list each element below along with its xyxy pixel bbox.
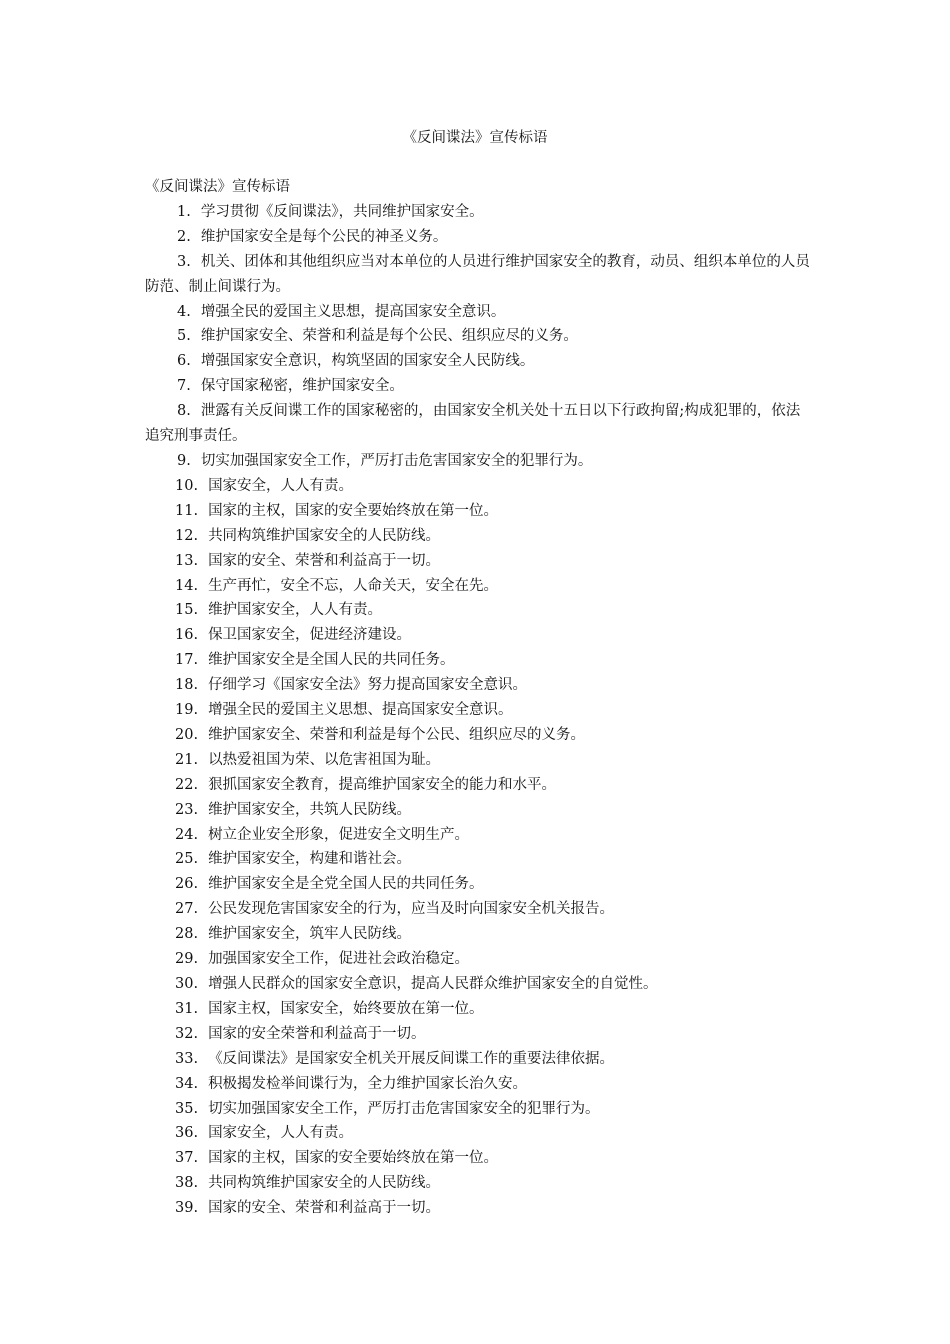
list-item-text: 维护国家安全，共筑人民防线。 [208, 801, 412, 818]
list-item [145, 1097, 810, 1122]
list-item [145, 972, 810, 997]
list-item-text: 维护国家安全是全党全国人民的共同任务。 [208, 876, 484, 893]
list-item-number: 12. [175, 527, 199, 544]
list-item-number: 35. [175, 1100, 199, 1117]
list-item-number: 25. [175, 851, 199, 868]
list-item [145, 225, 810, 250]
list-item [145, 1146, 810, 1171]
list-item-text: 增强全民的爱国主义思想，提高国家安全意识。 [200, 303, 506, 320]
list-item-text: 以热爱祖国为荣、以危害祖国为耻。 [208, 751, 441, 768]
list-item-text: 切实加强国家安全工作，严厉打击危害国家安全的犯罪行为。 [200, 452, 593, 469]
list-item-number: 11. [175, 502, 199, 519]
list-item-number: 18. [175, 677, 199, 694]
list-item [145, 250, 810, 300]
list-item-number: 16. [175, 627, 199, 644]
list-item-text: 国家的安全、荣誉和利益高于一切。 [208, 552, 441, 569]
slogan-list [145, 200, 810, 1221]
list-item-text: 公民发现危害国家安全的行为，应当及时向国家安全机关报告。 [208, 901, 615, 918]
list-item-text: 维护国家安全是每个公民的神圣义务。 [200, 228, 448, 245]
list-item [145, 698, 810, 723]
list-item [145, 673, 810, 698]
document-subtitle: 《反间谍法》宣传标语 [145, 179, 290, 195]
list-item-number: 10. [175, 477, 199, 494]
list-item-text: 狠抓国家安全教育，提高维护国家安全的能力和水平。 [208, 776, 557, 793]
list-item-text: 积极揭发检举间谍行为，全力维护国家长治久安。 [208, 1075, 528, 1092]
list-item-text: 学习贯彻《反间谍法》，共同维护国家安全。 [200, 203, 484, 220]
list-item-number: 17. [175, 652, 199, 669]
list-item-text: 共同构筑维护国家安全的人民防线。 [208, 1175, 441, 1192]
list-item [145, 648, 810, 673]
list-item-text: 国家的安全荣誉和利益高于一切。 [208, 1025, 426, 1042]
list-item-number: 7. [177, 378, 191, 395]
list-item-number: 31. [175, 1000, 199, 1017]
list-item-text: 维护国家安全，构建和谐社会。 [208, 851, 412, 868]
document-title: 《反间谍法》宣传标语 [402, 130, 548, 146]
list-item-text: 国家的主权，国家的安全要始终放在第一位。 [208, 1150, 499, 1167]
list-item [145, 1072, 810, 1097]
list-item [145, 748, 810, 773]
list-item-text: 维护国家安全，筑牢人民防线。 [208, 926, 412, 943]
list-item [145, 847, 810, 872]
list-item [145, 349, 810, 374]
list-item-text: 《反间谍法》是国家安全机关开展反间谍工作的重要法律依据。 [208, 1050, 615, 1067]
list-item-number: 20. [175, 726, 199, 743]
list-item [145, 1121, 810, 1146]
list-item-text: 保守国家秘密，维护国家安全。 [200, 378, 404, 395]
list-item-text: 国家主权，国家安全，始终要放在第一位。 [208, 1000, 484, 1017]
list-item-number: 6. [177, 353, 191, 370]
list-item-text: 维护国家安全、荣誉和利益是每个公民、组织应尽的义务。 [200, 328, 578, 345]
list-item-number: 3. [177, 253, 191, 270]
list-item-number: 4. [177, 303, 191, 320]
list-item-number: 27. [175, 901, 199, 918]
list-item [145, 549, 810, 574]
list-item-number: 13. [175, 552, 199, 569]
list-item [145, 1022, 810, 1047]
list-item-number: 14. [175, 577, 199, 594]
list-item-text: 增强人民群众的国家安全意识，提高人民群众维护国家安全的自觉性。 [208, 976, 658, 992]
list-item [145, 723, 810, 748]
list-item [145, 1196, 810, 1221]
list-item-number: 26. [175, 876, 199, 893]
list-item-number: 32. [175, 1025, 199, 1042]
list-item [145, 449, 810, 474]
list-item-number: 21. [175, 751, 199, 768]
list-item [145, 773, 810, 798]
list-item-number: 1. [177, 203, 191, 220]
list-item [145, 399, 810, 449]
list-item-text: 机关、团体和其他组织应当对本单位的人员进行维护国家安全的教育，动员、组织本单位的人员防范、制止间谍行为。 [145, 253, 810, 295]
list-item [145, 872, 810, 897]
list-item [145, 997, 810, 1022]
list-item [145, 499, 810, 524]
list-item [145, 922, 810, 947]
list-item [145, 574, 810, 599]
list-item-number: 24. [175, 826, 199, 843]
list-item [145, 623, 810, 648]
list-item [145, 524, 810, 549]
list-item-number: 15. [175, 602, 199, 619]
list-item [145, 1171, 810, 1196]
list-item-text: 树立企业安全形象，促进安全文明生产。 [208, 826, 470, 843]
list-item-text: 国家的安全、荣誉和利益高于一切。 [208, 1200, 441, 1217]
list-item [145, 823, 810, 848]
list-item-text: 切实加强国家安全工作，严厉打击危害国家安全的犯罪行为。 [208, 1100, 600, 1117]
list-item-text: 增强国家安全意识，构筑坚固的国家安全人民防线。 [200, 353, 535, 370]
list-item-text: 泄露有关反间谍工作的国家秘密的，由国家安全机关处十五日以下行政拘留;构成犯罪的，依法追究刑事责任。 [145, 403, 801, 445]
list-item-number: 29. [175, 951, 199, 968]
list-item-number: 34. [175, 1075, 199, 1092]
list-item-number: 36. [175, 1125, 199, 1142]
list-item-number: 30. [175, 976, 199, 992]
list-item [145, 1047, 810, 1072]
list-item [145, 300, 810, 325]
list-item-text: 维护国家安全，人人有责。 [208, 602, 383, 619]
list-item [145, 474, 810, 499]
list-item-number: 5. [177, 328, 191, 345]
document-body [145, 175, 810, 1221]
list-item-text: 国家安全，人人有责。 [208, 477, 354, 494]
list-item-number: 39. [175, 1200, 199, 1217]
list-item [145, 324, 810, 349]
list-item-number: 2. [177, 228, 191, 245]
list-item-number: 38. [175, 1175, 199, 1192]
list-item-text: 维护国家安全是全国人民的共同任务。 [208, 652, 455, 669]
list-item-number: 8. [177, 403, 191, 420]
list-item-number: 23. [175, 801, 199, 818]
list-item-text: 保卫国家安全，促进经济建设。 [208, 627, 412, 644]
list-item-text: 维护国家安全、荣誉和利益是每个公民、组织应尽的义务。 [208, 726, 586, 743]
list-item [145, 598, 810, 623]
list-item-text: 仔细学习《国家安全法》努力提高国家安全意识。 [208, 677, 528, 694]
list-item-text: 增强全民的爱国主义思想、提高国家安全意识。 [208, 702, 513, 719]
list-item [145, 897, 810, 922]
list-item-text: 加强国家安全工作，促进社会政治稳定。 [208, 951, 470, 968]
list-item-text: 生产再忙，安全不忘，人命关天，安全在先。 [208, 577, 499, 594]
list-item-number: 19. [175, 702, 199, 719]
list-item-text: 国家安全，人人有责。 [208, 1125, 354, 1142]
list-item [145, 200, 810, 225]
list-item-number: 28. [175, 926, 199, 943]
list-item [145, 947, 810, 972]
list-item-number: 33. [175, 1050, 199, 1067]
list-item [145, 798, 810, 823]
list-item [145, 374, 810, 399]
list-item-number: 22. [175, 776, 199, 793]
list-item-number: 9. [177, 452, 191, 469]
list-item-text: 国家的主权，国家的安全要始终放在第一位。 [208, 502, 499, 519]
list-item-number: 37. [175, 1150, 199, 1167]
list-item-text: 共同构筑维护国家安全的人民防线。 [208, 527, 441, 544]
